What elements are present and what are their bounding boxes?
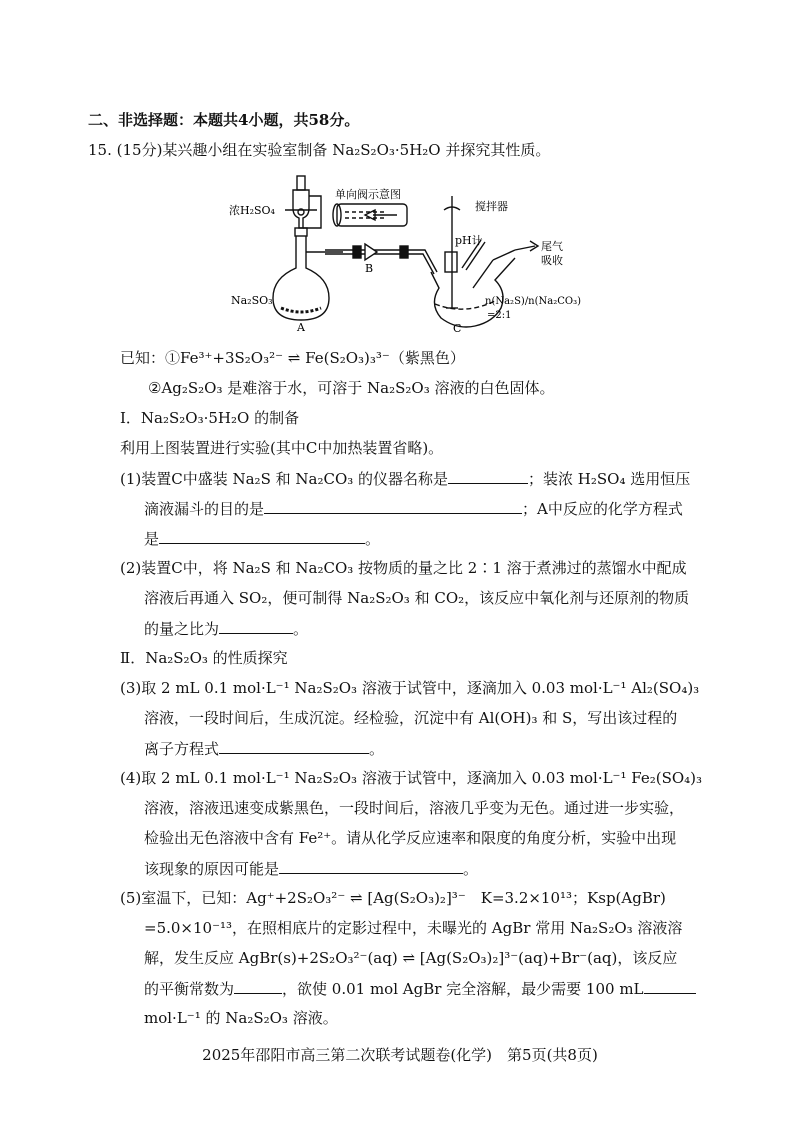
q5-text-d: 的平衡常数为 [144, 980, 235, 998]
q1-text-b: ；装浓 H₂SO₄ 选用恒压 [528, 470, 691, 488]
q2-line-3 [144, 618, 308, 639]
known-2: ②Ag₂S₂O₃ 是难溶于水，可溶于 Na₂S₂O₃ 溶液的白色固体。 [148, 379, 555, 397]
part-1-desc: 利用上图装置进行实验(其中C中加热装置省略)。 [120, 439, 444, 457]
answer-blank-4[interactable] [219, 618, 293, 634]
answer-blank-3[interactable] [159, 528, 365, 544]
answer-blank-6[interactable] [279, 858, 463, 874]
label-ratio-value: =2:1 [487, 310, 512, 321]
question-number: 15. [88, 141, 112, 159]
q5-line-4 [144, 978, 696, 999]
q1-line-2 [144, 498, 683, 519]
q5-line-3: 解，发生反应 AgBr(s)+2S₂O₃²⁻(aq) ⇌ [Ag(S₂O₃)₂]³⁻(aq)+Br⁻(aq)，该反应 [144, 949, 678, 967]
q1-text-d: ；A中反应的化学方程式 [522, 500, 683, 518]
q5-text-e: ，欲使 0.01 mol AgBr 完全溶解，最少需要 100 mL [282, 980, 644, 998]
label-conc-h2so4: 浓H₂SO₄ [229, 204, 275, 217]
known-1: 已知：①Fe³⁺+3S₂O₃²⁻ ⇌ Fe(S₂O₃)₃³⁻（紫黑色） [120, 349, 465, 367]
part-2-title: Ⅱ．Na₂S₂O₃ 的性质探究 [120, 649, 288, 667]
q1-line-1 [120, 468, 690, 489]
check-valve-schematic [333, 204, 407, 226]
q1-text-c: 滴液漏斗的目的是 [144, 500, 265, 518]
three-neck-flask [431, 196, 538, 327]
question-15-intro [88, 140, 550, 160]
q5-line-2: =5.0×10⁻¹³，在照相底片的定影过程中，未曝光的 AgBr 常用 Na₂S₂O₃ 溶液溶 [144, 919, 683, 937]
connecting-tube [325, 244, 437, 274]
q3-line-3 [144, 738, 384, 759]
q2-line-1: (2)装置C中，将 Na₂S 和 Na₂CO₃ 按物质的量之比 2∶1 溶于煮沸过的蒸馏水中配成 [120, 559, 687, 577]
q3-line-2: 溶液，一段时间后，生成沉淀。经检验，沉淀中有 Al(OH)₃ 和 S，写出该过程的 [144, 709, 678, 727]
label-absorb: 吸收 [541, 254, 563, 267]
answer-blank-2[interactable] [264, 498, 522, 514]
q3-line-1: (3)取 2 mL 0.1 mol·L⁻¹ Na₂S₂O₃ 溶液于试管中，逐滴加入 0.03 mol·L⁻¹ Al₂(SO₄)₃ [120, 679, 700, 697]
answer-blank-8[interactable] [644, 978, 696, 994]
q4-text-d: 该现象的原因可能是 [144, 860, 280, 878]
label-tail-gas: 尾气 [541, 240, 563, 253]
q1-line-3 [144, 528, 380, 549]
answer-blank-1[interactable] [448, 468, 528, 484]
label-stirrer: 搅拌器 [475, 200, 508, 213]
answer-blank-5[interactable] [219, 738, 369, 754]
q4-line-1: (4)取 2 mL 0.1 mol·L⁻¹ Na₂S₂O₃ 溶液于试管中，逐滴加入 0.03 mol·L⁻¹ Fe₂(SO₄)₃ [120, 769, 703, 787]
apparatus-diagram [225, 168, 595, 338]
label-c: C [453, 322, 462, 335]
label-check-valve: 单向阀示意图 [335, 188, 401, 201]
q4-line-4 [144, 858, 478, 879]
round-bottom-flask [273, 236, 343, 320]
q5-line-5: mol·L⁻¹ 的 Na₂S₂O₃ 溶液。 [144, 1009, 338, 1027]
q2-line-2: 溶液后再通入 SO₂，便可制得 Na₂S₂O₃ 和 CO₂，该反应中氧化剂与还原剂的物质 [144, 589, 690, 607]
q4-line-2: 溶液，溶液迅速变成紫黑色，一段时间后，溶液几乎变为无色。通过进一步实验， [144, 799, 685, 817]
q5-line-1: (5)室温下，已知：Ag⁺+2S₂O₃²⁻ ⇌ [Ag(S₂O₃)₂]³⁻ K=3.2×10¹³；Ksp(AgBr) [120, 889, 666, 907]
q3-text-c: 离子方程式 [144, 740, 220, 758]
q2-text-d: 。 [293, 620, 309, 638]
question-intro: (15分)某兴趣小组在实验室制备 Na₂S₂O₃·5H₂O 并探究其性质。 [116, 141, 551, 159]
label-ratio: n(Na₂S)/n(Na₂CO₃) [485, 296, 582, 307]
q3-text-d: 。 [369, 740, 385, 758]
q4-text-e: 。 [463, 860, 479, 878]
q2-text-c: 的量之比为 [144, 620, 220, 638]
answer-blank-7[interactable] [234, 978, 282, 994]
label-a: A [297, 321, 305, 334]
label-na2so3: Na₂SO₃ [231, 294, 273, 307]
label-ph-meter: pH计 [455, 234, 483, 247]
q1-text-f: 。 [365, 530, 381, 548]
q1-text-a: (1)装置C中盛装 Na₂S 和 Na₂CO₃ 的仪器名称是 [120, 470, 449, 488]
section-header: 二、非选择题：本题共4小题，共58分。 [88, 111, 360, 129]
page-footer: 2025年邵阳市高三第二次联考试题卷(化学) 第5页(共8页) [202, 1046, 598, 1064]
q4-line-3: 检验出无色溶液中含有 Fe²⁺。请从化学反应速率和限度的角度分析，实验中出现 [144, 829, 677, 847]
q1-text-e: 是 [144, 530, 160, 548]
label-b: B [365, 262, 374, 275]
dropping-funnel [285, 176, 321, 236]
part-1-title: Ⅰ．Na₂S₂O₃·5H₂O 的制备 [120, 409, 300, 427]
